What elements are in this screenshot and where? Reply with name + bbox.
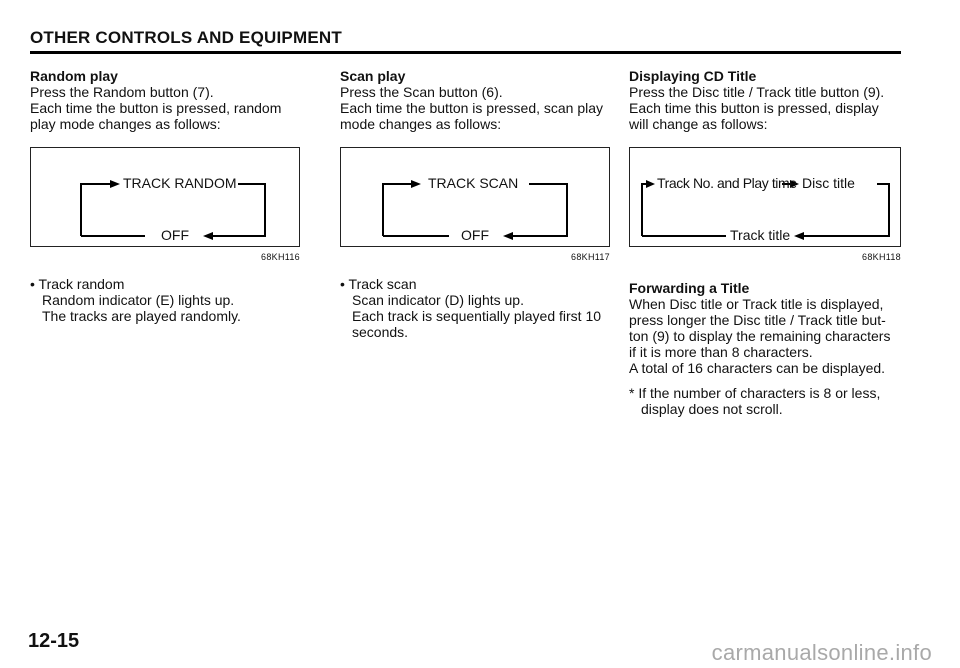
forwarding-line-4: if it is more than 8 characters. xyxy=(629,344,813,360)
track-no-play-time-label: Track No. and Play time xyxy=(657,175,797,191)
cd-title-title: Displaying CD Title xyxy=(629,68,757,84)
forwarding-line-5: A total of 16 characters can be displayed. xyxy=(629,360,886,376)
scan-play-intro-3: mode changes as follows: xyxy=(340,116,502,132)
note-line-1: * If the number of characters is 8 or less, xyxy=(629,385,881,401)
bullet-line-1: Random indicator (E) lights up. xyxy=(42,292,235,308)
cd-title-intro-2: Each time this button is pressed, display xyxy=(629,100,879,116)
random-play-column xyxy=(30,68,300,324)
cd-title-diagram xyxy=(629,147,901,247)
cd-title-intro-1: Press the Disc title / Track title button (9). xyxy=(629,84,885,100)
random-play-intro-3: play mode changes as follows: xyxy=(30,116,221,132)
forwarding-line-2: press longer the Disc title / Track title but- xyxy=(629,312,886,328)
bullet-line-1: Scan indicator (D) lights up. xyxy=(352,292,524,308)
random-play-intro-2: Each time the button is pressed, random xyxy=(30,100,282,116)
bullet-head: • Track random xyxy=(30,276,125,292)
forwarding-line-1: When Disc title or Track title is displayed, xyxy=(629,296,884,312)
scan-play-intro-1: Press the Scan button (6). xyxy=(340,84,503,100)
header-rule xyxy=(30,51,901,54)
bullet-line-3: seconds. xyxy=(352,324,409,340)
bullet-line-2: The tracks are played randomly. xyxy=(42,308,241,324)
watermark: carmanualsonline.info xyxy=(711,640,932,665)
disc-title-label: Disc title xyxy=(802,175,855,191)
figure-code: 68KH117 xyxy=(571,252,610,262)
figure-code: 68KH116 xyxy=(261,252,300,262)
bullet-head: • Track scan xyxy=(340,276,417,292)
cd-title-column xyxy=(629,68,901,417)
track-title-label: Track title xyxy=(730,227,791,243)
forwarding-title-heading: Forwarding a Title xyxy=(629,280,750,296)
page-number: 12-15 xyxy=(28,630,80,652)
scroll-note xyxy=(629,385,901,417)
track-random-label: TRACK RANDOM xyxy=(123,175,237,191)
random-play-intro-1: Press the Random button (7). xyxy=(30,84,214,100)
track-scan-label: TRACK SCAN xyxy=(428,175,519,191)
track-random-bullet xyxy=(30,276,300,324)
scan-off-label: OFF xyxy=(461,227,489,243)
random-play-title: Random play xyxy=(30,68,118,84)
random-off-label: OFF xyxy=(161,227,189,243)
section-header: OTHER CONTROLS AND EQUIPMENT xyxy=(30,28,342,47)
scan-play-intro-2: Each time the button is pressed, scan play xyxy=(340,100,604,116)
bullet-line-2: Each track is sequentially played first 10 xyxy=(352,308,602,324)
forwarding-line-3: ton (9) to display the remaining characters xyxy=(629,328,891,344)
scan-play-column xyxy=(340,68,610,340)
note-line-2: display does not scroll. xyxy=(641,401,783,417)
scan-play-title: Scan play xyxy=(340,68,406,84)
random-mode-diagram xyxy=(30,147,300,247)
scan-mode-diagram xyxy=(340,147,610,247)
figure-code: 68KH118 xyxy=(862,252,901,262)
track-scan-bullet xyxy=(340,276,610,340)
cd-title-intro-3: will change as follows: xyxy=(629,116,768,132)
